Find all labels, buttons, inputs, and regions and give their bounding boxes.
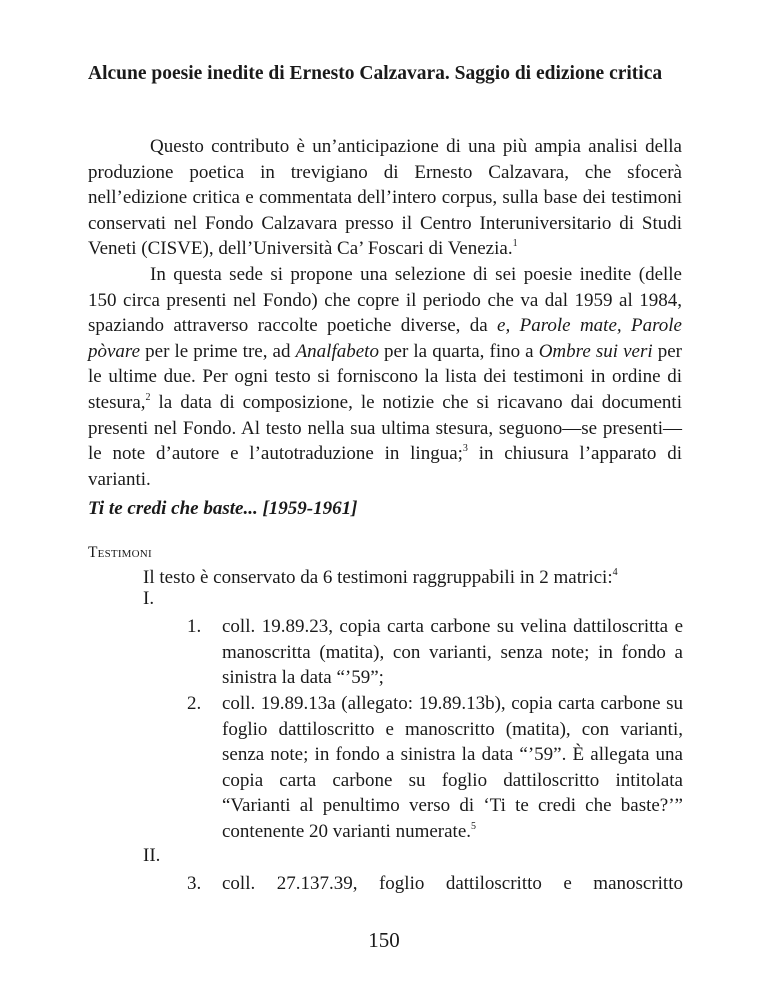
article-title: Alcune poesie inedite di Ernesto Calzavara. Saggio di edizione critica	[88, 63, 663, 84]
item-number: 3.	[187, 873, 202, 894]
section-title: Ti te credi che baste... [1959-1961]	[88, 498, 358, 519]
item-number: 2.	[187, 693, 202, 714]
group-label: I.	[143, 588, 155, 609]
item-text: coll. 27.137.39, foglio dattiloscritto e manoscritto	[222, 873, 683, 894]
footnote-ref[interactable]: 4	[612, 567, 618, 578]
footnote-ref[interactable]: 1	[512, 238, 518, 250]
paragraph: In questa sede si propone una selezione di sei poesie inedite (delle 150 circa presenti nel Fondo) che copre il periodo che va dal 1959 al 1984, spaziando attraverso raccolte poetiche diverse, da e, Parole mate, Parole pòvare per le prime tre, ad Analfabeto per la quarta, fino a Ombre sui veri per le ultime due. Per ogni testo si forniscono la lista dei testimoni in ordine di stesura,$^2$ la data di composizione, le notizie che si ricavano dai documenti presenti nel Fondo. Al testo nella sua ultima stesura, seguono—se presenti—le note d’autore e l’autotraduzione in lingua;$^3$ in chiusura l’apparato di varianti.	[88, 263, 682, 490]
item-number: 1.	[187, 616, 202, 637]
footnote-ref[interactable]: 3	[462, 443, 468, 455]
footnote-ref[interactable]: 5	[471, 820, 477, 832]
page-number: 150	[368, 928, 400, 952]
item-text: coll. 19.89.23, copia carta carbone su velina dattiloscritta e manoscritta (matita), con varianti, senza note; in fondo a sinistra la data “’59”;	[222, 616, 683, 689]
item-text: coll. 19.89.13a (allegato: 19.89.13b), copia carta carbone su foglio dattiloscritto e manoscritto (matita), con varianti, senza note; in fondo a sinistra la data “’59”. È allegata una copia carta carbone su foglio dattiloscritto intitolata “Varianti al penultimo verso di ‘Ti te credi che baste?’” contenente 20 varianti numerate.$^5$	[222, 693, 683, 842]
testimoni-heading: Testimoni	[88, 544, 152, 561]
testimoni-intro: Il testo è conservato da 6 testimoni raggruppabili in 2 matrici:$^4$	[143, 567, 618, 588]
footnote-ref[interactable]: 2	[145, 391, 151, 403]
article-body	[88, 134, 682, 492]
group-label: II.	[143, 845, 161, 866]
paragraph: Questo contributo è un’anticipazione di una più ampia analisi della produzione poetica in trevigiano di Ernesto Calzavara, che sfocerà nell’edizione critica e commentata dell’intero corpus, sulla base dei testimoni conservati nel Fondo Calzavara presso il Centro Interuniversitario di Studi Veneti (CISVE), dell’Università Ca’ Foscari di Venezia.$^1$	[88, 136, 682, 260]
